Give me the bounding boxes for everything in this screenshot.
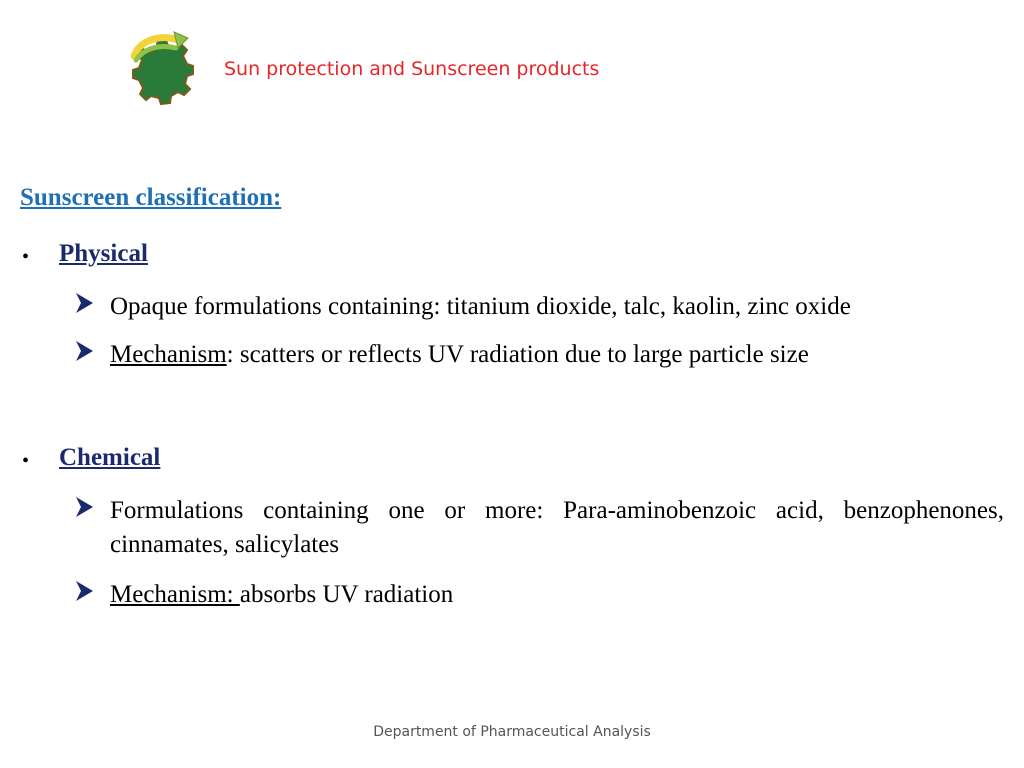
arrowhead-bullet-icon [74, 580, 94, 602]
item-text: : scatters or reflects UV radiation due to large particle size [226, 341, 809, 368]
item-text: Formulations containing one or more: Para-aminobenzoic acid, benzophenones, cinnamates, salicylates [110, 497, 1004, 558]
category-label-chemical: Chemical [59, 444, 161, 471]
list-item [110, 494, 1004, 562]
list-item [110, 338, 809, 372]
arrowhead-bullet-icon [74, 292, 94, 314]
item-prefix: Mechanism [110, 341, 227, 368]
bullet-dot-icon: • [22, 246, 30, 268]
item-prefix: Mechanism: [110, 581, 240, 608]
slide-header-title: Sun protection and Sunscreen products [224, 58, 600, 80]
slide-footer: Department of Pharmaceutical Analysis [373, 724, 651, 740]
section-heading: Sunscreen classification: [20, 184, 282, 211]
list-item [110, 578, 453, 612]
list-item [110, 290, 851, 324]
arrowhead-bullet-icon [74, 496, 94, 518]
item-text: Opaque formulations containing: titanium dioxide, talc, kaolin, zinc oxide [110, 293, 851, 320]
arrowhead-bullet-icon [74, 340, 94, 362]
category-label-physical: Physical [59, 240, 148, 267]
gear-leaf-logo-icon [126, 30, 196, 108]
bullet-dot-icon: • [22, 450, 30, 472]
item-text: absorbs UV radiation [239, 581, 454, 608]
